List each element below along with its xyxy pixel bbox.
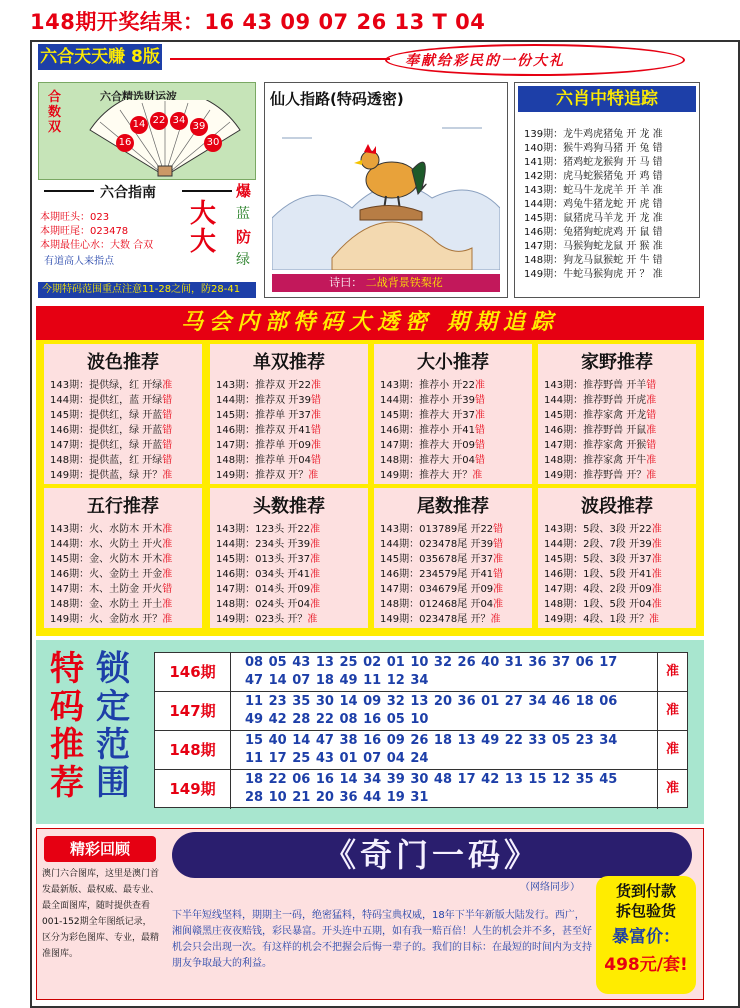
recommend-row xyxy=(544,550,662,565)
recommend-row-mark: 准 xyxy=(310,554,321,565)
zodiac-row: 148期：狗龙马鼠猴蛇 开 牛 错 xyxy=(524,255,663,266)
poem-label: 诗曰： xyxy=(329,276,363,289)
lock-label-col-1 xyxy=(50,650,86,802)
side-lan: 蓝 xyxy=(236,206,250,222)
zodiac-row: 140期：猴牛鸡狗马猪 开 兔 错 xyxy=(524,143,663,154)
recommend-row-text: 147期：木、土防金 开火 xyxy=(50,584,163,595)
recommend-row-text: 149期：提供蓝，绿 开？ xyxy=(50,470,163,481)
lock-issue: 147期 xyxy=(155,692,231,730)
lock-label-char: 定 xyxy=(96,687,130,727)
recommend-row xyxy=(216,535,320,550)
recommend-row-text: 147期：推荐家禽 开猴 xyxy=(544,440,647,451)
recommend-row-mark: 错 xyxy=(162,455,173,466)
lock-numbers xyxy=(245,654,645,690)
recommend-row-text: 148期：推荐大 开04 xyxy=(380,455,475,466)
recommend-row xyxy=(216,436,321,451)
zodiac-row: 145期：鼠猪虎马羊龙 开 龙 准 xyxy=(524,213,663,224)
recommend-row xyxy=(544,391,656,406)
recommend-row-mark: 错 xyxy=(646,440,657,451)
lock-mark: 准 xyxy=(657,653,687,691)
recommend-row xyxy=(380,550,503,565)
recommend-row xyxy=(544,436,656,451)
recommend-row xyxy=(380,421,485,436)
qimen-banner: 《奇门一码》 xyxy=(172,832,692,878)
recommend-row xyxy=(50,580,172,595)
recommend-card xyxy=(374,488,532,628)
recommend-row-text: 144期：提供红，蓝 开绿 xyxy=(50,395,163,406)
recommend-row xyxy=(544,421,656,436)
recommend-row xyxy=(380,610,500,625)
recommend-row xyxy=(380,565,503,580)
zodiac-row: 141期：猪鸡蛇龙猴狗 开 马 错 xyxy=(524,157,663,168)
recommend-row-mark: 准 xyxy=(493,599,504,610)
recommend-row xyxy=(216,610,317,625)
lock-label-char: 范 xyxy=(96,725,130,765)
recommend-card-title: 波段推荐 xyxy=(581,496,653,517)
recommend-row-mark: 准 xyxy=(162,599,173,610)
recommend-row-mark: 错 xyxy=(646,410,657,421)
recommend-row-mark: 错 xyxy=(162,440,173,451)
recommend-row xyxy=(216,391,321,406)
recommend-row xyxy=(544,610,659,625)
lock-mark: 准 xyxy=(657,731,687,769)
recommend-row-text: 148期：推荐单 开04 xyxy=(216,455,311,466)
zodiac-row: 147期：马猴狗蛇龙鼠 开 猴 准 xyxy=(524,241,663,252)
recommend-row-mark: 准 xyxy=(310,539,321,550)
recommend-row-mark: 错 xyxy=(475,425,485,436)
recommend-row xyxy=(216,421,321,436)
lock-mark: 准 xyxy=(657,770,687,809)
recommend-row-text: 145期：提供红，绿 开蓝 xyxy=(50,410,163,421)
brand-badge: 六合天天赚 8版 xyxy=(38,44,162,70)
recommend-row xyxy=(50,565,172,580)
recommend-row xyxy=(216,466,318,481)
fan-number: 16 xyxy=(116,130,134,152)
recommend-row-text: 149期：4段、1段 开？ xyxy=(544,614,649,625)
lock-row xyxy=(155,770,687,809)
big-red-characters: 大大 xyxy=(190,199,217,257)
zodiac-row: 146期：兔猪狗蛇虎鸡 开 鼠 错 xyxy=(524,227,663,238)
recommend-card xyxy=(538,344,696,484)
recommend-row-text: 146期：火、金防土 开金 xyxy=(50,569,163,580)
recommend-row xyxy=(50,421,172,436)
zodiac-row: 149期：牛蛇马猴狗虎 开 ？ 准 xyxy=(524,269,663,280)
recommend-row-text: 143期：013789尾 开22 xyxy=(380,524,494,535)
recommend-row xyxy=(544,535,662,550)
recommend-row-text: 144期：推荐野兽 开虎 xyxy=(544,395,647,406)
recommend-row-text: 145期：013头 开37 xyxy=(216,554,311,565)
recommend-row-text: 146期：234579尾 开41 xyxy=(380,569,494,580)
recommend-row-text: 148期：024头 开04 xyxy=(216,599,311,610)
recommend-row-mark: 准 xyxy=(162,524,173,535)
lock-row xyxy=(155,653,687,692)
guide-line: 本期旺尾：023478 xyxy=(40,226,129,237)
fan-caption: 六合精选财运波 xyxy=(100,90,177,103)
zodiac-row: 142期：虎马蛇猴猪兔 开 鸡 错 xyxy=(524,171,663,182)
recommend-row xyxy=(50,466,172,481)
recommend-card xyxy=(538,488,696,628)
guide-title: 六合指南 xyxy=(100,185,156,201)
recommend-row-mark: 准 xyxy=(310,599,321,610)
recommend-row-mark: 错 xyxy=(311,395,321,406)
side-bao: 爆 xyxy=(236,182,252,200)
recommend-row-text: 143期：123头 开22 xyxy=(216,524,311,535)
lock-numbers xyxy=(245,771,645,807)
recommend-row-mark: 错 xyxy=(475,455,485,466)
lock-numbers-line: 15 40 14 47 38 16 09 26 18 13 49 22 33 05 23 34 xyxy=(245,733,618,748)
recommend-row-mark: 准 xyxy=(162,569,173,580)
recommend-row-mark: 准 xyxy=(649,614,659,625)
lock-label-col-2 xyxy=(96,650,132,802)
recommend-row xyxy=(50,451,172,466)
recommend-row-mark: 准 xyxy=(646,425,657,436)
draw-result-header: 148期开奖结果：16 43 09 07 26 13 T 04 xyxy=(30,10,486,34)
recommend-row xyxy=(216,595,320,610)
side-fang: 防 xyxy=(236,228,252,246)
promo-line: 拆包验货 xyxy=(615,902,676,920)
recommend-row xyxy=(380,436,485,451)
lock-label-char: 码 xyxy=(50,687,84,727)
lock-table xyxy=(154,652,688,808)
recommend-card xyxy=(374,344,532,484)
recommend-row-mark: 准 xyxy=(651,599,662,610)
promo-line: 498元/套! xyxy=(604,955,688,975)
recommend-row-mark: 准 xyxy=(311,410,321,421)
recommend-row-mark: 错 xyxy=(162,395,173,406)
recommend-row xyxy=(544,520,662,535)
recommend-row-mark: 准 xyxy=(646,395,657,406)
recommend-row xyxy=(216,580,320,595)
recommend-row-text: 149期：推荐双 开？ xyxy=(216,470,309,481)
recommend-row-mark: 准 xyxy=(162,470,173,481)
recommend-row-text: 147期：提供红，绿 开蓝 xyxy=(50,440,163,451)
recommend-row xyxy=(380,580,503,595)
recommend-card-title: 单双推荐 xyxy=(253,352,325,373)
recommend-row-mark: 准 xyxy=(311,440,321,451)
recommend-row-text: 149期：023头 开？ xyxy=(216,614,308,625)
recommend-row-text: 149期：推荐野兽 开？ xyxy=(544,470,647,481)
recommend-row-text: 146期：034头 开41 xyxy=(216,569,311,580)
recommend-row-text: 149期：火、金防水 开？ xyxy=(50,614,163,625)
fan-number: 30 xyxy=(204,130,222,152)
six-zodiac-title: 六肖中特追踪 xyxy=(518,86,696,112)
poem-text: 二战背景铁梨花 xyxy=(365,276,443,289)
recommend-row-text: 148期：推荐家禽 开牛 xyxy=(544,455,647,466)
review-text: 澳门六合图库，这里是澳门首发最新版、最权威、最专业、最全面图库，随时提供查看001-152期全年图纸记录，区分为彩色图库、专业，最精准图库。 xyxy=(42,869,160,959)
zodiac-row: 139期：龙牛鸡虎猪兔 开 龙 准 xyxy=(524,129,663,140)
lock-row xyxy=(155,731,687,770)
recommend-row-mark: 准 xyxy=(162,554,173,565)
recommend-row-mark: 错 xyxy=(162,425,173,436)
lock-label-char: 推 xyxy=(50,725,84,765)
recommend-row-mark: 准 xyxy=(651,569,662,580)
recommend-row xyxy=(544,565,662,580)
recommend-row-text: 145期：推荐家禽 开龙 xyxy=(544,410,647,421)
recommend-row xyxy=(380,406,485,421)
lock-label-char: 锁 xyxy=(96,649,130,689)
recommend-row xyxy=(50,520,172,535)
recommend-row-text: 143期：推荐野兽 开羊 xyxy=(544,380,647,391)
slogan-underline xyxy=(170,56,390,62)
recommend-card xyxy=(210,488,368,628)
recommend-row-mark: 错 xyxy=(646,380,657,391)
recommend-row-mark: 准 xyxy=(310,524,321,535)
lock-label-char: 特 xyxy=(50,649,84,689)
recommend-row-mark: 准 xyxy=(308,470,319,481)
recommend-row-text: 143期：5段、3段 开22 xyxy=(544,524,652,535)
recommend-row-text: 146期：推荐野兽 开鼠 xyxy=(544,425,647,436)
recommend-row-mark: 准 xyxy=(162,380,173,391)
recommend-row-mark: 准 xyxy=(493,584,504,595)
recommend-card-title: 五行推荐 xyxy=(87,496,159,517)
recommend-row xyxy=(380,391,485,406)
lock-row xyxy=(155,692,687,731)
zodiac-list xyxy=(524,128,698,282)
lock-label-char: 荐 xyxy=(50,763,84,803)
recommend-row xyxy=(50,436,172,451)
recommend-row-text: 144期：水、火防土 开火 xyxy=(50,539,163,550)
recommend-row-mark: 准 xyxy=(651,554,662,565)
zodiac-row: 144期：鸡兔牛猪龙蛇 开 虎 错 xyxy=(524,199,663,210)
recommend-row xyxy=(50,595,172,610)
lock-issue: 148期 xyxy=(155,731,231,769)
recommend-card-title: 波色推荐 xyxy=(87,352,159,373)
slogan-text: 奉献给彩民的一份大礼 xyxy=(405,53,565,69)
recommend-row-mark: 准 xyxy=(307,614,318,625)
promo-line: 货到付款 xyxy=(615,882,676,900)
recommend-row-text: 146期：提供红，绿 开蓝 xyxy=(50,425,163,436)
recommend-row-mark: 准 xyxy=(310,569,321,580)
recommend-row-text: 148期：1段、5段 开04 xyxy=(544,599,652,610)
promo-text: 下半年短线坚料，期期主一码，绝密猛料，特码宝典权威，18年下半年新版大陆发行。西广，湘阆赣黑庄夜夜赔钱，彩民暴富。开头连中五期，如有我一赔百倍！人生的机会并不多，甚至好机会只会出现一次。有这样的机会不把握会后悔一辈子的。我们的目标：在最短的时间内为支持朋友争取最大的利益。 xyxy=(172,910,592,969)
guide-tip: 有道高人来指点 xyxy=(44,256,114,267)
recommend-row-mark: 准 xyxy=(162,614,173,625)
recommend-row-text: 149期：推荐大 开？ xyxy=(380,470,473,481)
recommend-row xyxy=(50,550,172,565)
recommend-row-text: 143期：提供绿，红 开绿 xyxy=(50,380,163,391)
recommend-row-mark: 错 xyxy=(162,584,173,595)
recommend-row-mark: 准 xyxy=(646,455,657,466)
lock-numbers xyxy=(245,693,645,729)
lock-numbers xyxy=(245,732,645,768)
recommend-row xyxy=(544,376,656,391)
recommend-row-text: 145期：035678尾 开37 xyxy=(380,554,494,565)
recommend-card xyxy=(210,344,368,484)
recommend-row-mark: 准 xyxy=(646,470,657,481)
recommend-row-text: 144期：023478尾 开39 xyxy=(380,539,494,550)
recommend-row-text: 144期：2段、7段 开39 xyxy=(544,539,652,550)
special-range-bar: 今期特码范围重点注意11-28之间，防28-41 xyxy=(38,282,256,298)
fan-number: 14 xyxy=(130,112,148,134)
recommend-row xyxy=(216,520,320,535)
lock-issue: 146期 xyxy=(155,653,231,691)
recommend-row-mark: 错 xyxy=(493,524,504,535)
recommend-row xyxy=(216,406,321,421)
recommend-card xyxy=(44,488,202,628)
recommend-row-text: 147期：014头 开09 xyxy=(216,584,311,595)
lock-numbers-line: 49 42 28 22 08 16 05 10 xyxy=(245,712,429,727)
recommend-row-text: 144期：推荐小 开39 xyxy=(380,395,475,406)
recommend-row xyxy=(50,376,172,391)
recommend-row-text: 145期：金、火防木 开木 xyxy=(50,554,163,565)
recommend-row xyxy=(50,610,172,625)
recommend-row xyxy=(544,580,662,595)
recommend-row xyxy=(50,406,172,421)
recommend-row xyxy=(216,550,320,565)
lock-numbers-line: 18 22 06 16 14 34 39 30 48 17 42 13 15 12 35 45 xyxy=(245,772,618,787)
recommend-row-text: 148期：提供蓝，红 开绿 xyxy=(50,455,163,466)
recommend-row-mark: 准 xyxy=(651,584,662,595)
lock-issue: 149期 xyxy=(155,770,231,809)
lock-numbers-line: 11 17 25 43 01 07 04 24 xyxy=(245,751,429,766)
recommend-row-mark: 准 xyxy=(310,584,321,595)
recommend-row xyxy=(50,391,172,406)
recommend-row-mark: 准 xyxy=(162,539,173,550)
guide-line: 本期最佳心水：大数 合双 xyxy=(40,240,154,251)
recommend-row-text: 146期：1段、5段 开41 xyxy=(544,569,652,580)
recommend-row-mark: 准 xyxy=(311,380,321,391)
side-lv: 绿 xyxy=(236,252,250,268)
lock-numbers-line: 08 05 43 13 25 02 01 10 32 26 40 31 36 37 06 17 xyxy=(245,655,618,670)
sync-note: （网络同步） xyxy=(520,882,580,893)
recommend-row-text: 144期：推荐双 开39 xyxy=(216,395,311,406)
recommend-row-text: 143期：推荐双 开22 xyxy=(216,380,311,391)
recommend-row xyxy=(380,535,503,550)
recommend-row-text: 143期：推荐小 开22 xyxy=(380,380,475,391)
recommend-row xyxy=(216,376,321,391)
recommend-row xyxy=(380,595,503,610)
recommend-row-text: 147期：推荐大 开09 xyxy=(380,440,475,451)
recommend-row-mark: 准 xyxy=(490,614,501,625)
recommend-row-mark: 准 xyxy=(651,539,662,550)
guide-line: 本期旺头：023 xyxy=(40,212,110,223)
recommend-row-text: 145期：推荐大 开37 xyxy=(380,410,475,421)
recommend-row-text: 144期：234头 开39 xyxy=(216,539,311,550)
recommend-row-text: 147期：推荐单 开09 xyxy=(216,440,311,451)
fan-number: 39 xyxy=(190,114,208,136)
odd-even-label: 合数双 xyxy=(48,90,62,135)
recommend-row-text: 149期：023478尾 开？ xyxy=(380,614,491,625)
zodiac-row: 143期：蛇马牛龙虎羊 开 羊 准 xyxy=(524,185,663,196)
recommend-card-title: 头数推荐 xyxy=(253,496,325,517)
recommend-row xyxy=(544,466,656,481)
recommend-row-text: 148期：012468尾 开04 xyxy=(380,599,494,610)
recommend-row-text: 148期：金、水防土 开土 xyxy=(50,599,163,610)
promo-line: 暴富价： xyxy=(612,927,680,947)
recommend-row xyxy=(380,451,485,466)
lock-numbers-line: 28 10 21 20 36 44 19 31 xyxy=(245,790,429,805)
recommend-row-mark: 准 xyxy=(472,470,483,481)
recommend-row-mark: 错 xyxy=(493,569,504,580)
recommend-row-mark: 准 xyxy=(651,524,662,535)
recommend-row xyxy=(380,376,485,391)
recommend-row xyxy=(216,565,320,580)
recommend-row-mark: 错 xyxy=(493,539,504,550)
recommend-row-mark: 错 xyxy=(475,395,485,406)
recommend-card-title: 尾数推荐 xyxy=(417,496,489,517)
lock-numbers-line: 47 14 07 18 49 11 12 34 xyxy=(245,673,429,688)
recommend-row-text: 146期：推荐小 开41 xyxy=(380,425,475,436)
recommend-row xyxy=(544,595,662,610)
recommend-row-text: 147期：034679尾 开09 xyxy=(380,584,494,595)
lock-label-char: 围 xyxy=(96,763,130,803)
recommend-row-text: 145期：推荐单 开37 xyxy=(216,410,311,421)
recommend-card-title: 家野推荐 xyxy=(581,352,653,373)
recommend-row-text: 146期：推荐双 开41 xyxy=(216,425,311,436)
recommend-row-mark: 错 xyxy=(311,455,321,466)
recommend-row-text: 145期：5段、3段 开37 xyxy=(544,554,652,565)
recommend-row-mark: 准 xyxy=(475,380,485,391)
recommend-row xyxy=(216,451,321,466)
lock-numbers-line: 11 23 35 30 14 09 32 13 20 36 01 27 34 46 18 06 xyxy=(245,694,618,709)
recommend-row-mark: 准 xyxy=(493,554,504,565)
recommend-row-mark: 准 xyxy=(475,410,485,421)
recommend-row-text: 147期：4段、2段 开09 xyxy=(544,584,652,595)
fan-number: 22 xyxy=(150,108,168,130)
recommend-row xyxy=(544,406,656,421)
recommend-row xyxy=(50,535,172,550)
rooster-illustration xyxy=(272,108,500,270)
recommend-row-mark: 错 xyxy=(162,410,173,421)
insider-banner: 马会内部特码大透密 期期追踪 xyxy=(36,306,704,340)
recommend-row xyxy=(380,520,503,535)
lock-mark: 准 xyxy=(657,692,687,730)
recommend-row-text: 143期：火、水防木 开木 xyxy=(50,524,163,535)
review-tag: 精彩回顾 xyxy=(44,836,156,862)
recommend-row-mark: 错 xyxy=(311,425,321,436)
recommend-card xyxy=(44,344,202,484)
poem-bar xyxy=(272,274,500,292)
recommend-row-mark: 错 xyxy=(475,440,485,451)
immortal-guide-title: 仙人指路(特码透密) xyxy=(270,90,404,108)
recommend-card-title: 大小推荐 xyxy=(417,352,489,373)
recommend-row xyxy=(380,466,482,481)
recommend-row xyxy=(544,451,656,466)
fan-number: 34 xyxy=(170,108,188,130)
